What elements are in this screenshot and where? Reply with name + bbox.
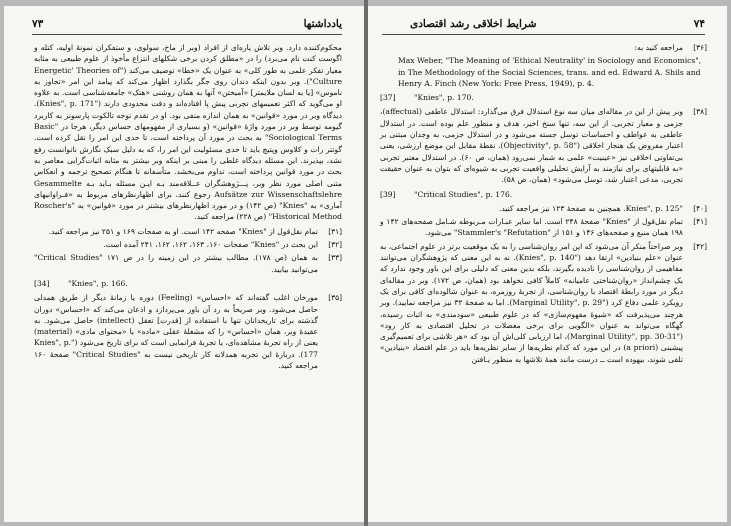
footnote-40 [380, 203, 707, 214]
footnote-text: تمام نقل‌قول از "Knies" صفحهٔ ۲۴۸ است. اما سایر عبـارات مـربوطه شـامل صفحه‌های ۱۴۲ و ۱۹۸ همان منبع و صفحه‌های ۱۴۶ و ۱۵۱ از "Stammler's "Refutation" می‌شود. [380, 217, 683, 238]
footnote-mark: [۳۸] [693, 107, 707, 117]
right-page [368, 6, 727, 522]
footnote-text: "Knies", p. 125. همچنین به صفحهٔ ۱۲۳ نیز مراجعه کنید. [498, 203, 683, 213]
right-page-body [380, 42, 707, 514]
footnote-text: "Knies", p. 170. [414, 93, 474, 103]
footnote-42 [380, 241, 707, 365]
left-page-number: ۷۳ [32, 18, 44, 30]
footnote-37 [380, 92, 707, 103]
footnote-31 [34, 226, 342, 237]
right-page-header [396, 18, 705, 32]
footnote-text: وبر صراحتاً منکر آن می‌شود که این امر روان‌شناسی را به یک موقعیت برتر در علوم اجتماعی، به عنوان «علم بنیادین» ارتقا دهد ("Knies", p. 140). نه به این معنی که پژوهشگران می‌توانند مفاهیمی از روان‌شناسی را نادیده بگیرند، بلکه بدین معنی که دلیلی برای این باور وجود ندارد که یک چشم‌انداز «روان‌شناختی عامیانه» کاملاً کافی نخواهد بود (همان، ص ۱۷۲). وبر در مقاله‌ای دیگر در مورد رابطهٔ اقتصاد با روان‌شناسی، از تجربهٔ روزمره، به عنوان شالوده‌ای کافی برای یک رویکرد علمی دفاع کرد ("Marginal Utility", p. 29). اما به صفحهٔ ۳۲ نیز مراجعه نمایید). وبر هرچند می‌پذیرفت که «شیوهٔ مفهوم‌سازی» که در علوم طبیعی «سودمندی» به اثبات رسیده، گهگاه می‌تواند به عنوان «الگویی برای برخی معضلات در تحلیل اقتصادی به کار رود» ("Marginal Utility", pp. 30-31)، اما ارزیابی کلی‌اش آن بود که «هر تلاشی برای تعمیم‌گیری پیشینی (a priori) در این مورد که کدام نظریه‌ها از سایر نظریه‌ها باید در علم اقتصاد «بنیادین» تلقی شوند، بیهوده است ــ درست مانند همهٔ تلاشها به منظور یـافتن [380, 241, 684, 364]
footnote-text: مراجعه کنید به: [634, 43, 683, 52]
footnote-mark: [۳۲] [328, 240, 342, 250]
footnote-32 [34, 239, 342, 250]
footnote-text: "Knies", p. 166. [68, 278, 128, 288]
left-page-header [32, 18, 342, 32]
footnote-36 [380, 42, 707, 53]
left-running-title: یادداشتها [303, 18, 342, 30]
footnote-text: این بحث در "Knies" صفحات ۱۶۰، ۱۶۳، ۱۶۲، ۱۶۲، ۲۴۱ آمده است. [103, 240, 318, 250]
footnote-38 [380, 106, 707, 185]
footnote-41 [380, 216, 707, 239]
footnote-text: تمام نقل‌قول از "Knies" صفحه ۱۴۲ است. او به صفحات ۱۶۹ و ۲۵۱ نیز مراجعه کنید. [48, 226, 318, 236]
footnote-mark: [۴۲] [693, 241, 707, 251]
footnote-mark: [۳۱] [328, 226, 342, 236]
intro-paragraph: محکوم‌کننده دارد. وبر تلاش یاره‌ای از افراد (وبر از ماخ، سولوی، و ستفکران نمونهٔ اولیه، کتله و اگوست کنت نام می‌برد) را در «مطلق کردن برخی شکلهای انتزاع مأخوذ از علوم طبیعی به مثابه معیار تفکر علمی به طور کلی» به عنوان یک «خطا» توصیف می‌کند ("Energetic' Theories of Culture"). وبر بدون اینکه دندان روی جگر بگذارد اظهار می‌کند که پیامد این امر «تجاوز به ناموس» [یا به لسان ملایمتر] «آمیختن» آنها به همان روشنی «هتک» جامعه‌شناسی است. به علاوه او می‌گوید که اکثر تعمیمهای تجربی پیش پا افتاده‌اند و دقت محدودی دارند ("Knies", p. 171). دیدگاه وبر در مورد «قوانین» به همان اندازه منفی بود. او در تقدم توجه تالکوت پارسونز به کاربرد گیومه توسط وبر در مورد واژهٔ «قوانین» (و بسیاری از مفهومهای حساس دیگر، هرجا در "Basic Sociological Terms" به بحث در مورد آن پرداخته است، تا حدی این امر را نقل کرده است. گوتتر رات و کلاوس وپتیچ باید تا حدی مسئولیت این امر را، که به دلیل سبک نگارش ناتوانست رفع نشد، بپذیرند. این مسئله دیدگاه غلطی را مبنی بر اینکه وبر بیشتر به مثابه اثبات‌گرایی معاصر به بحث در مورد قوانین پرداخته است، تداوم می‌بخشد. متأسفانه تا هنگام تصحیح ترجمه و انعکاس متنی اصلی مورد نظر وبر، پـــژوهشگران عــلاقه‌مند بـه ایـن مسئله بـاید بـه Gesammelte Aufsätze zur Wissenschaftslehre رجوع کنند. برای اظهارنظرهای مربوط به «فـراوانیهای آماری» به "Knies" (ص ۱۴۲) و در مورد اظهارنظرهای بیشتر در مورد «قوانین» به "Roscher's Historical Method" (ص ۲۲۸) مراجعه کنید. [34, 43, 343, 222]
footnote-mark: [۴۱] [693, 217, 707, 227]
footnote-text: مورخان اغلب گفته‌اند که «احساس» (Feeling) دوره یا زمانهٔ دیگر از طریق همدلی حاصل می‌شود. وبر صریحاً به رد آن باور می‌پردازد و اذعان می‌کند که «احساس» دوران گذشته برای تاریخدانان تنها با استفاده از [قدرت] تعقل (intellect) حاصل می‌شود. به عقیدهٔ وبر، همان «احساس» را که مشغلهٔ عقلی «ماده» یا «محتوای مادی» (material) یعنی از راه تجربهٔ مشاهده‌ای، یا تجربهٔ فرانمایی است که برای تاریخ می‌شود ("Knies", p. 177). دربارهٔ این تجربه همدلانه کار تاریخی نیست به "Critical Studies" صفحهٔ ۱۶۰ مراجعه کنید. [34, 293, 319, 371]
footnote-34 [34, 278, 342, 289]
footnote-mark: [34] [34, 278, 50, 288]
right-header-rule [382, 34, 705, 35]
left-page-body [34, 42, 342, 514]
footnote-mark: [39] [380, 189, 396, 199]
footnote-mark: [۳۵] [328, 293, 342, 303]
footnote-text: به همان (ص ۱۷۸). مطالب بیشتر در این زمینه را در ص ۱۷۱ "Critical Studies" می‌توانید بیابید. [34, 253, 318, 274]
footnote-text: "Critical Studies", p. 176. [414, 189, 513, 199]
footnote-mark: [۳۶] [693, 43, 707, 52]
footnote-text: وبر پیش از این در مقاله‌ای میان سه نوع استدلال فرق می‌گذارد: استدلال عاطفی (affectual)، جزمی و معیار تجربی. از این سه، تنها سنخ اخیر، هدف و منظور علم بوده است. در استدلال عاطفی به عواطف و احساسات توسل جسته می‌شود و در استدلال جزمی، به وجدان مبتنی بر اعتبار مفروض یک هنجار اخلاقی ("Objectivity", p. 58). نقطهٔ مقابل این موضع ارزشی، یعنی بی‌تفاوتی اخلاقی نیز «عینیت» علمی به شمار نمی‌رود (همان، ص ۶۰). در استدلال معتبر تجربی «به قابلیتهای برای نیازمند به آرایش تحلیلی واقعیت تجربی به شیوه‌ای که بتوان به عنوان حقیقت تجربی، مدعی اعتبار شد، توسل می‌شود» (همان، ص ۵۸). [380, 107, 683, 185]
footnote-mark: [۴۰] [693, 203, 707, 213]
footnote-mark: [۳۳] [328, 253, 342, 263]
left-header-rule [32, 34, 342, 35]
left-page [4, 6, 364, 522]
english-citation: Max Weber, "The Meaning of 'Ethical Neutrality' in Sociology and Economics", in The Methodology of the Social Sciences, trans. and ed. Edward A. Shils and Henry A. Finch (New York: Free Press, 1949), p. 4. [398, 56, 702, 88]
footnote-39 [380, 189, 707, 200]
footnote-33 [34, 252, 342, 275]
footnote-mark: [37] [380, 93, 396, 103]
right-running-title: شرایط اخلاقی رشد اقتصادی [410, 18, 537, 30]
footnote-35 [34, 292, 342, 371]
right-page-number: ۷۴ [693, 18, 705, 30]
